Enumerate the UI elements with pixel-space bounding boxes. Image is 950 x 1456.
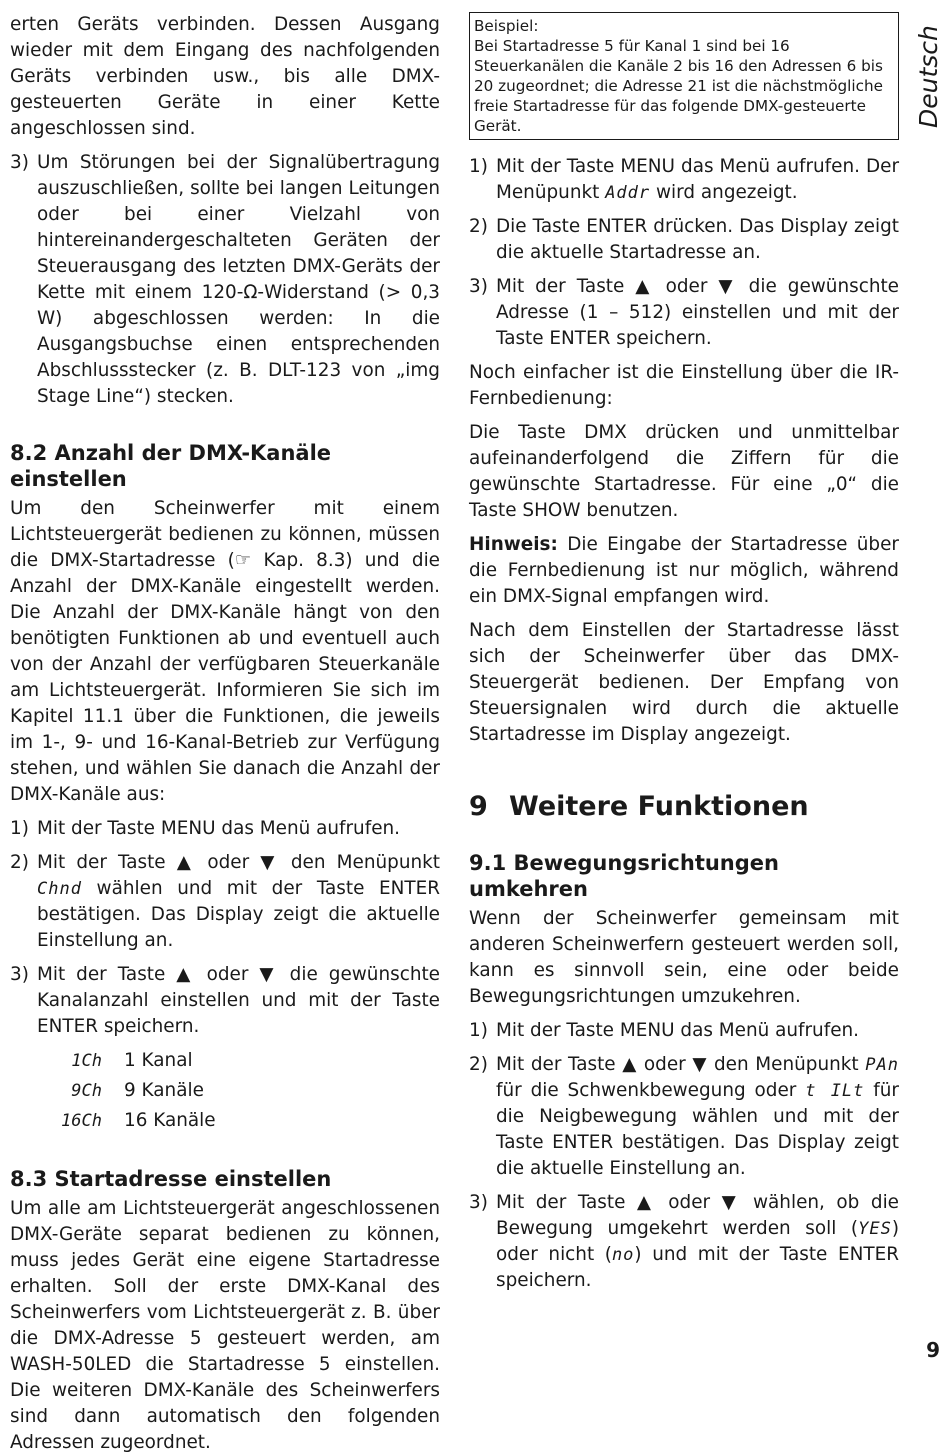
- paragraph-ir: Die Taste DMX drücken und unmittelbar aufeinanderfolgend die Ziffern für die gewünschte Startadresse. Für eine „0“ die Taste SHOW benutzen.: [469, 422, 899, 521]
- list-text: Die Taste ENTER drücken. Das Display zeigt die aktuelle Startadresse an.: [496, 216, 899, 263]
- page-number: 9: [926, 1338, 940, 1362]
- paragraph-8-3: Um alle am Lichtsteuergerät angeschlossenen DMX-Geräte separat bedienen zu können, muss jedes Gerät eine eigene Startadresse erhalten. Soll der erste DMX-Kanal des Scheinwerfers vom Lichtsteuergerät z. B. über die DMX-Adresse 5 gesteuert werden, am WASH-50LED die Startadresse 5 einstellen. Die weiteren DMX-Kanäle des Scheinwerfers sind dann automatisch den folgenden Adressen zugeordnet.: [10, 1198, 440, 1453]
- text-part: Mit der Taste ▲ oder ▼ den Menüpunkt: [37, 852, 440, 873]
- list-number: 3): [469, 1192, 488, 1213]
- list-text: [496, 1052, 899, 1182]
- list-text: [37, 850, 440, 954]
- paragraph-connection: erten Geräts verbinden. Dessen Ausgang wieder mit dem Eingang des nachfolgenden Geräts verbinden usw., bis alle DMX-gesteuerten Geräte in einer Kette angeschlossen sind.: [10, 14, 440, 139]
- step-1: [469, 154, 899, 206]
- language-tab: Deutsch: [914, 25, 943, 128]
- list-number: 3): [10, 152, 29, 173]
- paragraph-9-1: Wenn der Scheinwerfer gemeinsam mit anderen Scheinwerfern gesteuert werden soll, kann es sinnvoll sein, eine oder beide Bewegungsrichtungen umzukehren.: [469, 908, 899, 1007]
- text-part: ) und mit der Taste ENTER speichern.: [496, 1244, 899, 1291]
- example-text: Bei Startadresse 5 für Kanal 1 sind bei 16 Steuerkanälen die Kanäle 2 bis 16 den Adressen 6 bis 20 zugeordnet; die Adresse 21 ist die nächstmögliche freie Startadresse für das folgende DMX-gesteuerte Gerät.: [474, 37, 883, 135]
- chapter-number: 9: [469, 791, 488, 822]
- hint-label: Hinweis:: [469, 534, 558, 555]
- list-text: [496, 1190, 899, 1294]
- display-code: Chnd: [37, 879, 82, 899]
- step-3: [469, 1190, 899, 1294]
- heading-8-2: 8.2 Anzahl der DMX-Kanäle einstellen: [10, 441, 332, 491]
- step-1: [469, 1018, 899, 1044]
- list-text: Mit der Taste ▲ oder ▼ die gewünschte Kanalanzahl einstellen und mit der Taste ENTER speichern.: [37, 964, 440, 1037]
- heading-9-1: 9.1 Bewegungsrichtungen umkehren: [469, 851, 779, 901]
- paragraph-8-2: Um den Scheinwerfer mit einem Lichtsteuergerät bedienen zu können, müssen die DMX-Startadresse (☞ Kap. 8.3) und die Anzahl der DMX-Kanäle eingestellt werden. Die Anzahl der DMX-Kanäle hängt von den benötigten Funktionen ab und eventuell auch von der Anzahl der verfügbaren Steuerkanäle am Lichtsteuergerät. Informieren Sie sich im Kapitel 11.1 über die Funktionen, die jeweils im 1-, 9- und 16-Kanal-Betrieb zur Verfügung stehen, und wählen Sie danach die Anzahl der DMX-Kanäle aus:: [10, 498, 440, 805]
- display-code: Addr: [605, 183, 651, 203]
- list-number: 3): [469, 276, 488, 297]
- step-3: [469, 274, 899, 352]
- list-number: 1): [469, 156, 488, 177]
- channel-label: 16 Kanäle: [124, 1110, 216, 1131]
- text-part: Mit der Taste ▲ oder ▼ wählen, ob die Bewegung umgekehrt werden soll (: [496, 1192, 899, 1239]
- display-code: 16Ch: [61, 1111, 102, 1131]
- channel-row: [40, 1076, 440, 1106]
- step-2: [10, 850, 440, 954]
- text-emphasis: IR-Fernbedienung:: [469, 362, 899, 409]
- list-number: 2): [10, 852, 29, 873]
- list-text: Mit der Taste ▲ oder ▼ die gewünschte Adresse (1 – 512) einstellen und mit der Taste ENTER speichern.: [496, 276, 899, 349]
- list-text: Mit der Taste MENU das Menü aufrufen.: [496, 1020, 860, 1041]
- channel-label: 9 Kanäle: [124, 1080, 204, 1101]
- text-part: für die Neigbewegung wählen und mit der Taste ENTER bestätigen. Das Display zeigt die aktuelle Einstellung an.: [496, 1080, 899, 1179]
- list-text: Mit der Taste MENU das Menü aufrufen.: [37, 818, 401, 839]
- list-number: 1): [469, 1020, 488, 1041]
- channel-row: [40, 1046, 440, 1076]
- step-1: [10, 816, 440, 842]
- display-code: no: [611, 1245, 635, 1265]
- channel-label: 1 Kanal: [124, 1050, 193, 1071]
- right-column: [469, 12, 899, 1294]
- text-part: wählen und mit der Taste ENTER bestätigen. Das Display zeigt die aktuelle Einstellung an.: [37, 878, 440, 951]
- display-code: 1Ch: [71, 1051, 102, 1071]
- display-code: YES: [858, 1219, 892, 1239]
- list-number: 3): [10, 964, 29, 985]
- text-part: Mit der Taste ▲ oder ▼ den Menüpunkt: [496, 1054, 866, 1075]
- paragraph-after: Nach dem Einstellen der Startadresse lässt sich der Scheinwerfer über das DMX-Steuergerät bedienen. Der Empfang von Steuersignalen wird durch die aktuelle Startadresse im Display angezeigt.: [469, 620, 899, 745]
- list-text: Um Störungen bei der Signalübertragung auszuschließen, sollte bei langen Leitungen oder bei einer Vielzahl von hintereinandergeschalteten Geräten der Steuerausgang des letzten DMX-Geräts der Kette mit einem 120-Ω-Widerstand (> 0,3 W) abgeschlossen werden: In die Ausgangsbuchse einen entsprechenden Abschlussstecker (z. B. DLT-123 von „img Stage Line“) stecken.: [37, 152, 440, 407]
- heading-8-3: 8.3 Startadresse einstellen: [10, 1167, 332, 1191]
- paragraph-ir-intro: [469, 360, 899, 412]
- text-part: Noch einfacher ist die Einstellung über die: [469, 362, 875, 383]
- list-number: 2): [469, 1054, 488, 1075]
- example-box: [469, 12, 899, 140]
- left-column: [10, 12, 440, 1456]
- paragraph-hint: [469, 532, 899, 610]
- text-part: ) oder nicht (: [496, 1218, 899, 1265]
- channel-row: [40, 1106, 440, 1136]
- list-text: [496, 154, 899, 206]
- text-part: wird angezeigt.: [650, 182, 798, 203]
- step-3: [10, 962, 440, 1040]
- text-part: für die Schwenkbewegung oder: [496, 1080, 806, 1101]
- example-title: Beispiel:: [474, 17, 539, 35]
- list-number: 2): [469, 216, 488, 237]
- list-number: 1): [10, 818, 29, 839]
- text-part: Die Eingabe der Startadresse über die Fernbedienung ist nur möglich, während ein DMX-Signal empfangen wird.: [469, 534, 899, 607]
- list-item-termination: [10, 150, 440, 410]
- step-2: [469, 214, 899, 266]
- text-part: Mit der Taste MENU das Menü aufrufen. Der Menüpunkt: [496, 156, 899, 203]
- chapter-title: Weitere Funktionen: [509, 791, 809, 822]
- display-code: t ILt: [805, 1081, 865, 1101]
- display-code: PAn: [865, 1055, 899, 1075]
- channel-table: [40, 1046, 440, 1136]
- display-code: 9Ch: [71, 1081, 102, 1101]
- step-2: [469, 1052, 899, 1182]
- heading-9: [469, 790, 899, 824]
